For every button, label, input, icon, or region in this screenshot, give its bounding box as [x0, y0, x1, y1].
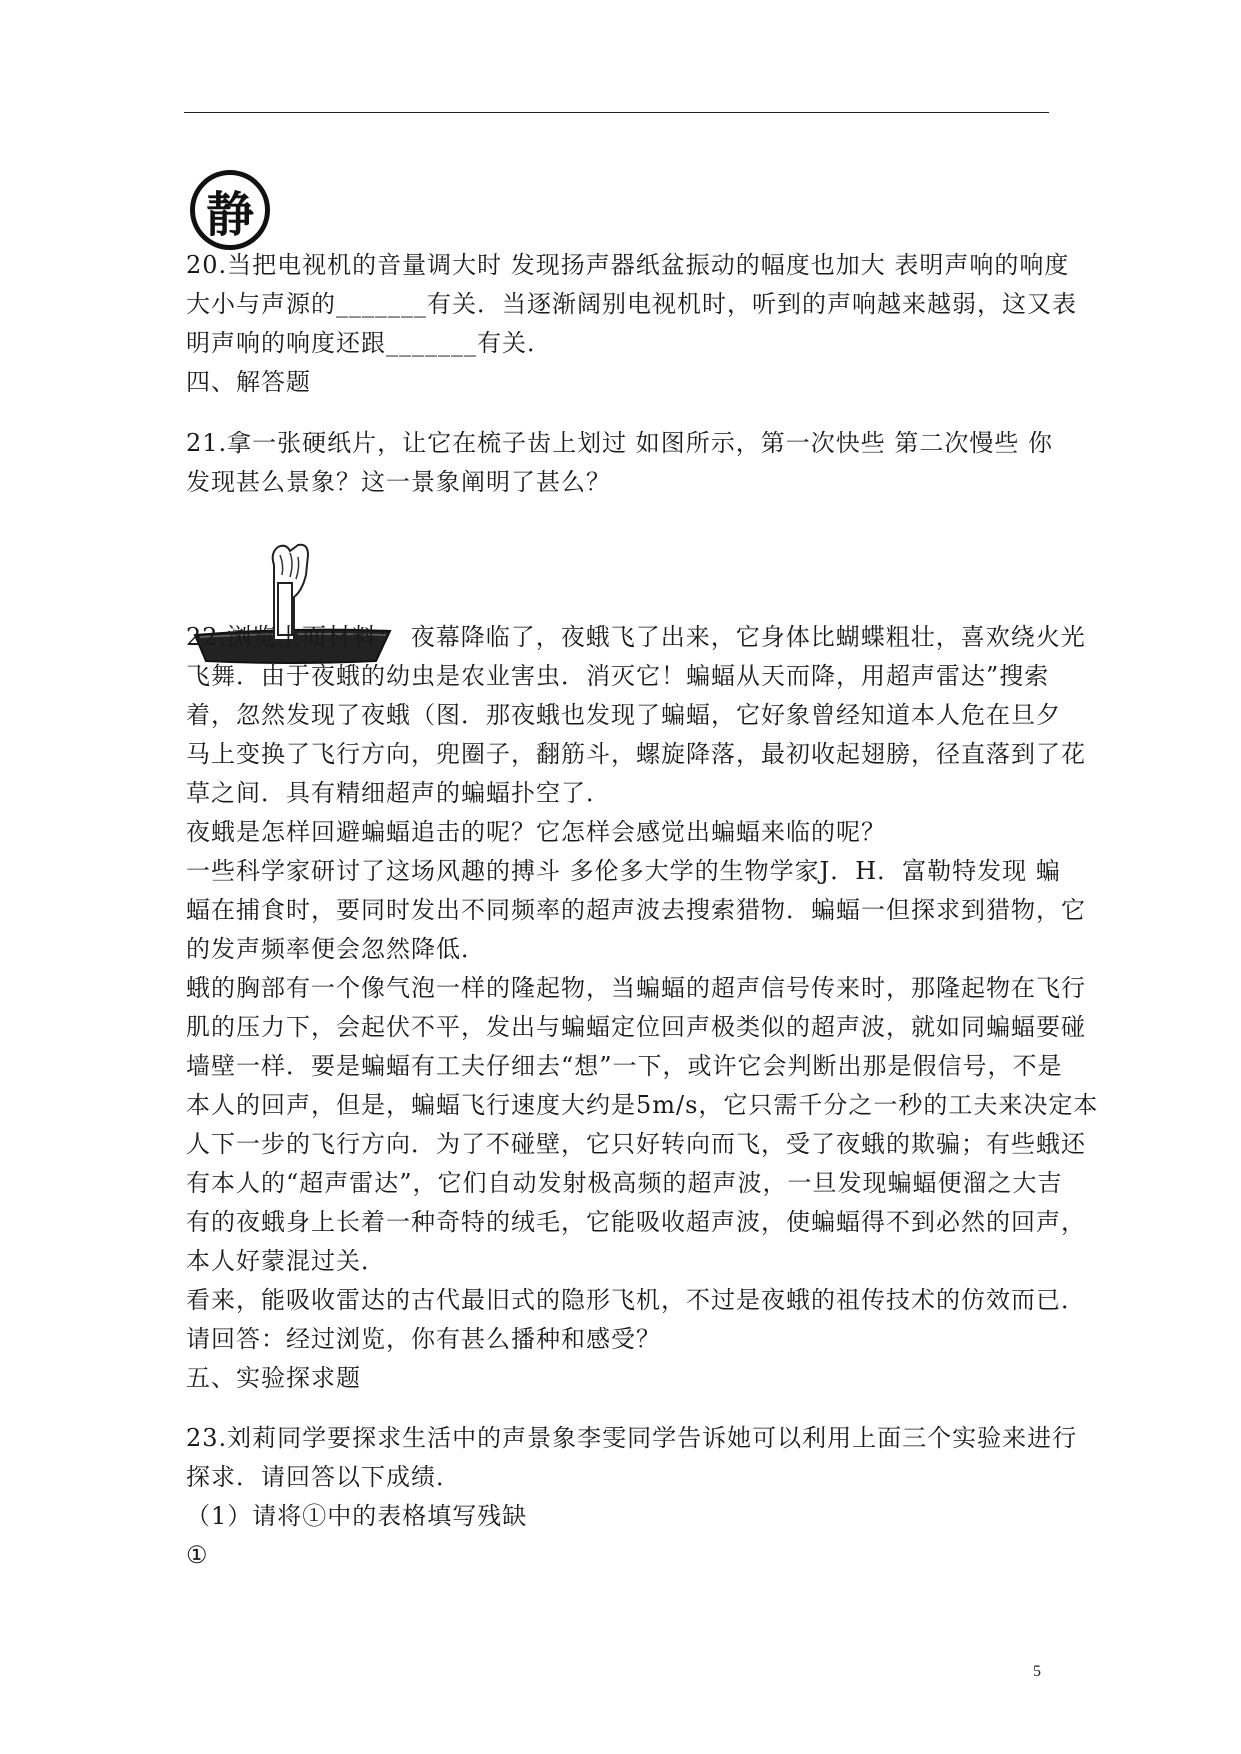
section-heading-5: 五、实验探求题 — [186, 1364, 361, 1392]
question-20-line-2: 大小与声源的_______有关．当逐渐阔别电视机时，听到的声响越来越弱，这又表 — [186, 290, 1077, 318]
question-22-line-10: 蛾的胸部有一个像气泡一样的隆起物，当蝙蝠的超声信号传来时，那隆起物在飞行 — [186, 974, 1086, 1002]
question-22-line-12: 墙壁一样．要是蝙蝠有工夫仔细去“想”一下，或许它会判断出那是假信号，不是 — [186, 1052, 1063, 1080]
question-22-line-4: 马上变换了飞行方向，兜圈子，翻筋斗，螺旋降落，最初收起翅膀，径直落到了花 — [186, 740, 1086, 768]
question-22-line-9: 的发声频率便会忽然降低． — [186, 935, 486, 963]
section-heading-4: 四、解答题 — [186, 368, 311, 396]
question-23-line-3: （1）请将①中的表格填写残缺 — [186, 1502, 528, 1530]
question-23-line-1: 23.刘莉同学要探求生活中的声景象李雯同学告诉她可以利用上面三个实验来进行 — [186, 1424, 1078, 1452]
question-20-line-3: 明声响的响度还跟_______有关． — [186, 329, 552, 357]
question-22-line-5: 草之间．具有精细超声的蝙蝠扑空了． — [186, 779, 611, 807]
question-22-line-11: 肌的压力下，会起伏不平，发出与蝙蝠定位回声极类似的超声波，就如同蝙蝠要碰 — [186, 1013, 1086, 1041]
question-23-line-2: 探求．请回答以下成绩． — [186, 1463, 461, 1491]
page-number: 5 — [1033, 1663, 1041, 1680]
question-22-line-6: 夜蛾是怎样回避蝙蝠追击的呢？它怎样会感觉出蝙蝠来临的呢？ — [186, 818, 886, 846]
question-21-line-1: 21.拿一张硬纸片，让它在梳子齿上划过 如图所示，第一次快些 第二次慢些 你 — [186, 429, 1054, 457]
question-22-line-1: 22.浏览上面材料： 夜幕降临了，夜蛾飞了出来，它身体比蝴蝶粗壮，喜欢绕火光 — [186, 623, 1086, 651]
question-22-line-7: 一些科学家研讨了这场风趣的搏斗 多伦多大学的生物学家J．H．富勒特发现 蝙 — [186, 857, 1061, 885]
question-22-line-8: 蝠在捕食时，要同时发出不同频率的超声波去搜索猎物．蝙蝠一但探求到猎物，它 — [186, 896, 1086, 924]
question-22-line-14: 人下一步的飞行方向．为了不碰壁，它只好转向而飞，受了夜蛾的欺骗；有些蛾还 — [186, 1130, 1086, 1158]
question-23-line-4: ① — [186, 1541, 209, 1569]
question-22-line-3: 着，忽然发现了夜蛾（图．那夜蛾也发现了蝙蝠，它好象曾经知道本人危在旦夕 — [186, 701, 1061, 729]
question-22-line-19: 请回答：经过浏览，你有甚么播种和感受？ — [186, 1325, 661, 1353]
question-22-line-2: 飞舞．由于夜蛾的幼虫是农业害虫．消灭它！蝙蝠从天而降，用超声雷达”搜索 — [186, 662, 1050, 690]
header-rule — [184, 112, 1049, 113]
question-22-line-15: 有本人的“超声雷达”，它们自动发射极高频的超声波，一旦发现蝙蝠便溜之大吉 — [186, 1169, 1063, 1197]
quiet-seal-icon: 静 — [190, 170, 270, 250]
question-22-line-18: 看来，能吸收雷达的古代最旧式的隐形飞机，不过是夜蛾的祖传技术的仿效而已． — [186, 1286, 1086, 1314]
question-22-line-16: 有的夜蛾身上长着一种奇特的绒毛，它能吸收超声波，使蝙蝠得不到必然的回声， — [186, 1208, 1086, 1236]
question-21-line-2: 发现甚么景象？这一景象阐明了甚么？ — [186, 468, 611, 496]
question-22-line-17: 本人好蒙混过关． — [186, 1247, 386, 1275]
question-22-line-13: 本人的回声，但是，蝙蝠飞行速度大约是5m/s，它只需千分之一秒的工夫来决定本 — [186, 1091, 1099, 1119]
question-20-line-1: 20.当把电视机的音量调大时 发现扬声器纸盆振动的幅度也加大 表明声响的响度 — [186, 251, 1070, 279]
